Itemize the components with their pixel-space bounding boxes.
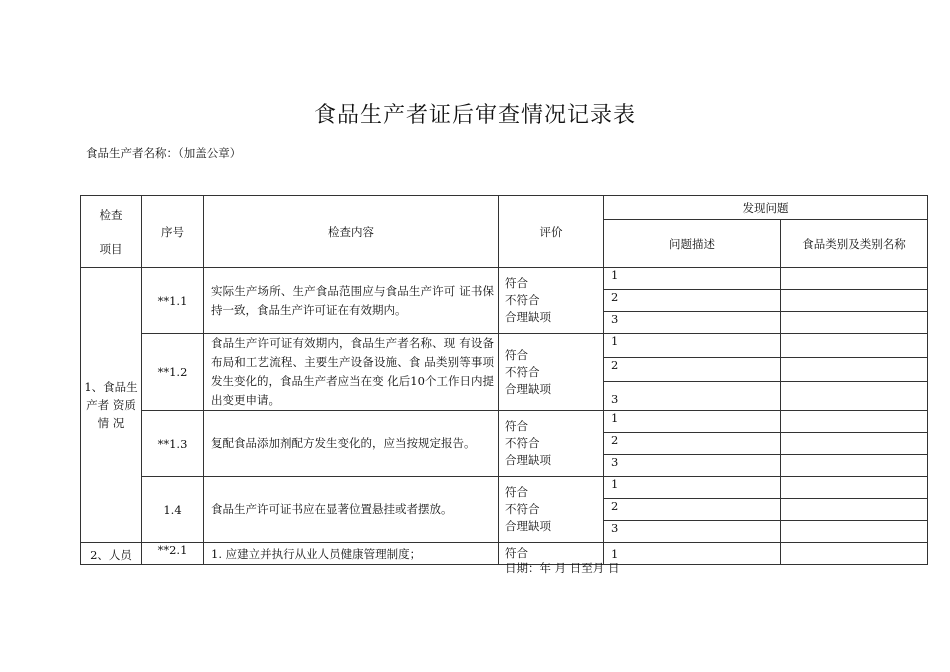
- eval-conform: 符合: [505, 276, 528, 290]
- problem-num-2: 2: [604, 433, 781, 455]
- eval-nonconform: 不符合: [505, 502, 540, 516]
- row-eval: [499, 477, 604, 543]
- header-item-line1: 检查: [99, 207, 123, 222]
- eval-conform: 符合: [505, 419, 528, 433]
- section-2-label: 2、人员: [81, 543, 142, 565]
- problem-num-1: 1: [604, 543, 781, 565]
- category-cell: [781, 521, 928, 543]
- date-label: 日期：年 月 日至月 日: [505, 561, 620, 575]
- category-cell: [781, 433, 928, 455]
- row-content: 食品生产许可证有效期内，食品生产者名称、现 有设备布局和工艺流程、主要生产设备设施、食 品类别等事项发生变化的，食品生产者应当在变 化后10个工作日内提出变更申请。: [204, 334, 499, 411]
- row-eval: [499, 268, 604, 334]
- problem-num-1: 1: [604, 411, 781, 433]
- header-item: [81, 196, 142, 268]
- row-eval: [499, 411, 604, 477]
- problem-num-2: 2: [604, 358, 781, 382]
- problem-num-1: 1: [604, 268, 781, 290]
- problem-num-1: 1: [604, 334, 781, 358]
- row-content: 食品生产许可证书应在显著位置悬挂或者摆放。: [204, 477, 499, 543]
- header-seq: 序号: [142, 196, 204, 268]
- row-eval: 符合: [499, 543, 604, 565]
- section-1-label: 1、食品生产者 资质情 况: [81, 268, 142, 543]
- category-cell: [781, 543, 928, 565]
- row-content: 实际生产场所、生产食品范围应与食品生产许可 证书保持一致，食品生产许可证在有效期内。: [204, 268, 499, 334]
- category-cell: [781, 455, 928, 477]
- problem-num-3: 3: [604, 455, 781, 477]
- problem-num-3: 3: [604, 382, 781, 411]
- row-seq: **2.1: [142, 543, 204, 565]
- category-cell: [781, 477, 928, 499]
- category-cell: [781, 312, 928, 334]
- header-item-line2: 项目: [99, 241, 123, 256]
- problem-num-3: 3: [604, 521, 781, 543]
- header-content: 检查内容: [204, 196, 499, 268]
- problem-num-3: 3: [604, 312, 781, 334]
- category-cell: [781, 382, 928, 411]
- problem-num-2: 2: [604, 290, 781, 312]
- eval-nonconform: 不符合: [505, 436, 540, 450]
- row-content: 复配食品添加剂配方发生变化的，应当按规定报告。: [204, 411, 499, 477]
- eval-nonconform: 不符合: [505, 364, 540, 379]
- header-category: 食品类别及类别名称: [781, 220, 928, 268]
- category-cell: [781, 268, 928, 290]
- row-seq: **1.3: [142, 411, 204, 477]
- row-seq: **1.1: [142, 268, 204, 334]
- eval-reasonable-missing: 合理缺项: [505, 453, 551, 467]
- row-seq: **1.2: [142, 334, 204, 411]
- header-found-problems: 发现问题: [604, 196, 928, 220]
- eval-reasonable-missing: 合理缺项: [505, 310, 551, 324]
- header-problem-desc: 问题描述: [604, 220, 781, 268]
- problem-num-2: 2: [604, 499, 781, 521]
- category-cell: [781, 358, 928, 382]
- category-cell: [781, 290, 928, 312]
- eval-conform: 符合: [505, 485, 528, 499]
- producer-name-label: 食品生产者名称：（加盖公章）: [86, 146, 242, 160]
- category-cell: [781, 411, 928, 433]
- eval-conform: 符合: [505, 347, 528, 362]
- header-eval: 评价: [499, 196, 604, 268]
- category-cell: [781, 334, 928, 358]
- row-eval: [499, 334, 604, 411]
- eval-reasonable-missing: 合理缺项: [505, 381, 551, 396]
- category-cell: [781, 499, 928, 521]
- inspection-table: [80, 195, 928, 565]
- eval-nonconform: 不符合: [505, 293, 540, 307]
- page-title: 食品生产者证后审查情况记录表: [313, 103, 636, 128]
- row-seq: 1.4: [142, 477, 204, 543]
- eval-reasonable-missing: 合理缺项: [505, 519, 551, 533]
- problem-num-1: 1: [604, 477, 781, 499]
- row-content: 1. 应建立并执行从业人员健康管理制度；: [204, 543, 499, 565]
